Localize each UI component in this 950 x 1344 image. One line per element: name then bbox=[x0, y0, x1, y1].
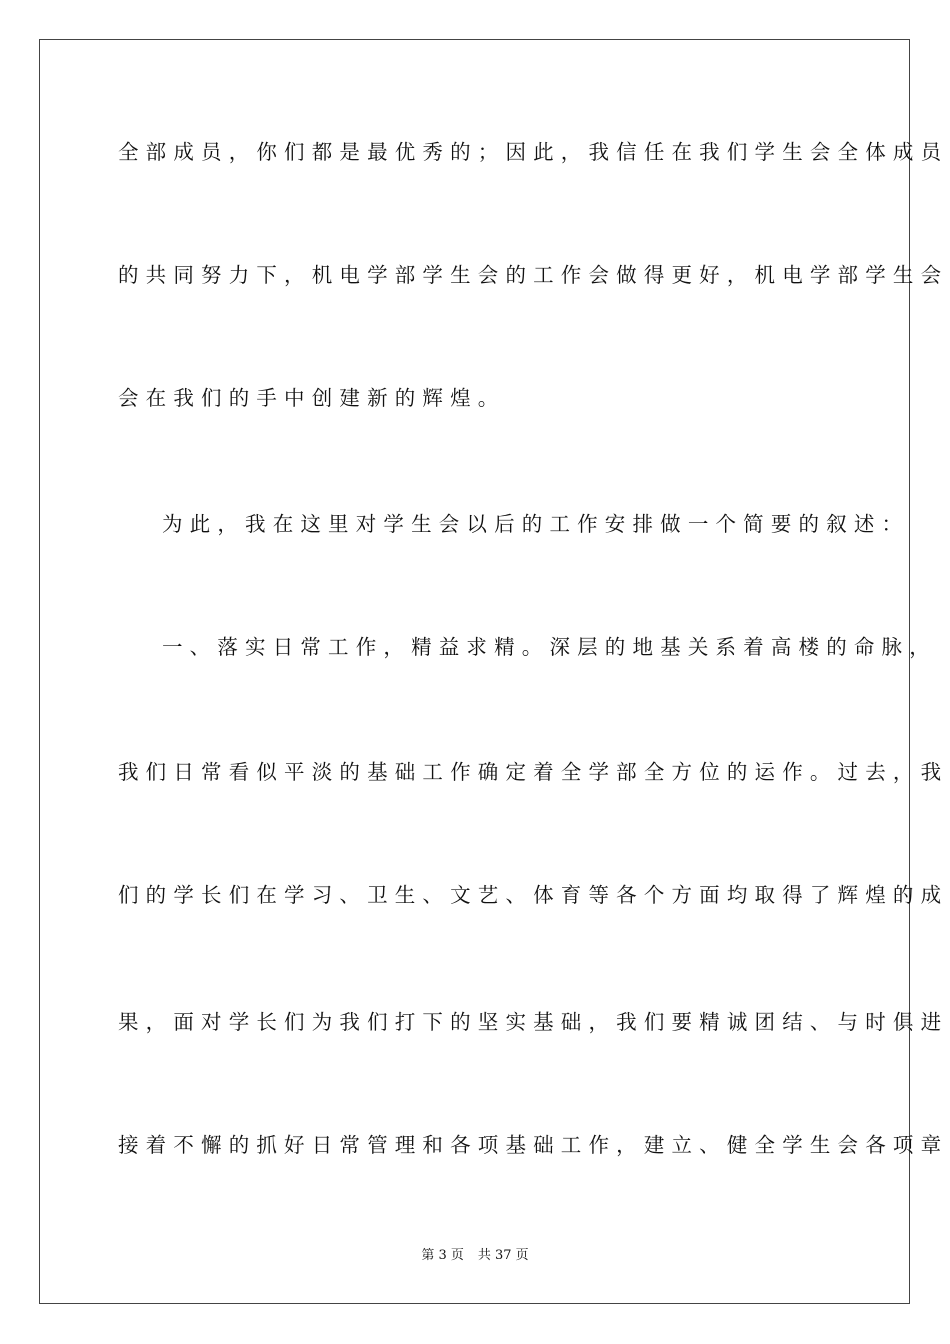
page-number: 第 3 页 bbox=[421, 1248, 464, 1263]
text-line-4: 为此，我在这里对学生会以后的工作安排做一个简要的叙述： bbox=[162, 512, 910, 536]
page-border bbox=[39, 39, 949, 1304]
page-footer bbox=[0, 1247, 950, 1265]
text-line-1: 全部成员，你们都是最优秀的；因此，我信任在我们学生会全体成员 bbox=[118, 140, 949, 164]
text-line-5: 一、落实日常工作，精益求精。深层的地基关系着高楼的命脉， bbox=[162, 635, 937, 659]
text-line-9: 接着不懈的抓好日常管理和各项基础工作，建立、健全学生会各项章 bbox=[118, 1133, 949, 1157]
text-line-7: 们的学长们在学习、卫生、文艺、体育等各个方面均取得了辉煌的成 bbox=[118, 883, 949, 907]
text-line-3: 会在我们的手中创建新的辉煌。 bbox=[118, 386, 506, 410]
text-line-2: 的共同努力下，机电学部学生会的工作会做得更好，机电学部学生会 bbox=[118, 263, 949, 287]
text-line-6: 我们日常看似平淡的基础工作确定着全学部全方位的运作。过去，我 bbox=[118, 760, 949, 784]
page-total: 共 37 页 bbox=[477, 1248, 529, 1263]
text-line-8: 果，面对学长们为我们打下的坚实基础，我们要精诚团结、与时俱进 bbox=[118, 1010, 949, 1034]
